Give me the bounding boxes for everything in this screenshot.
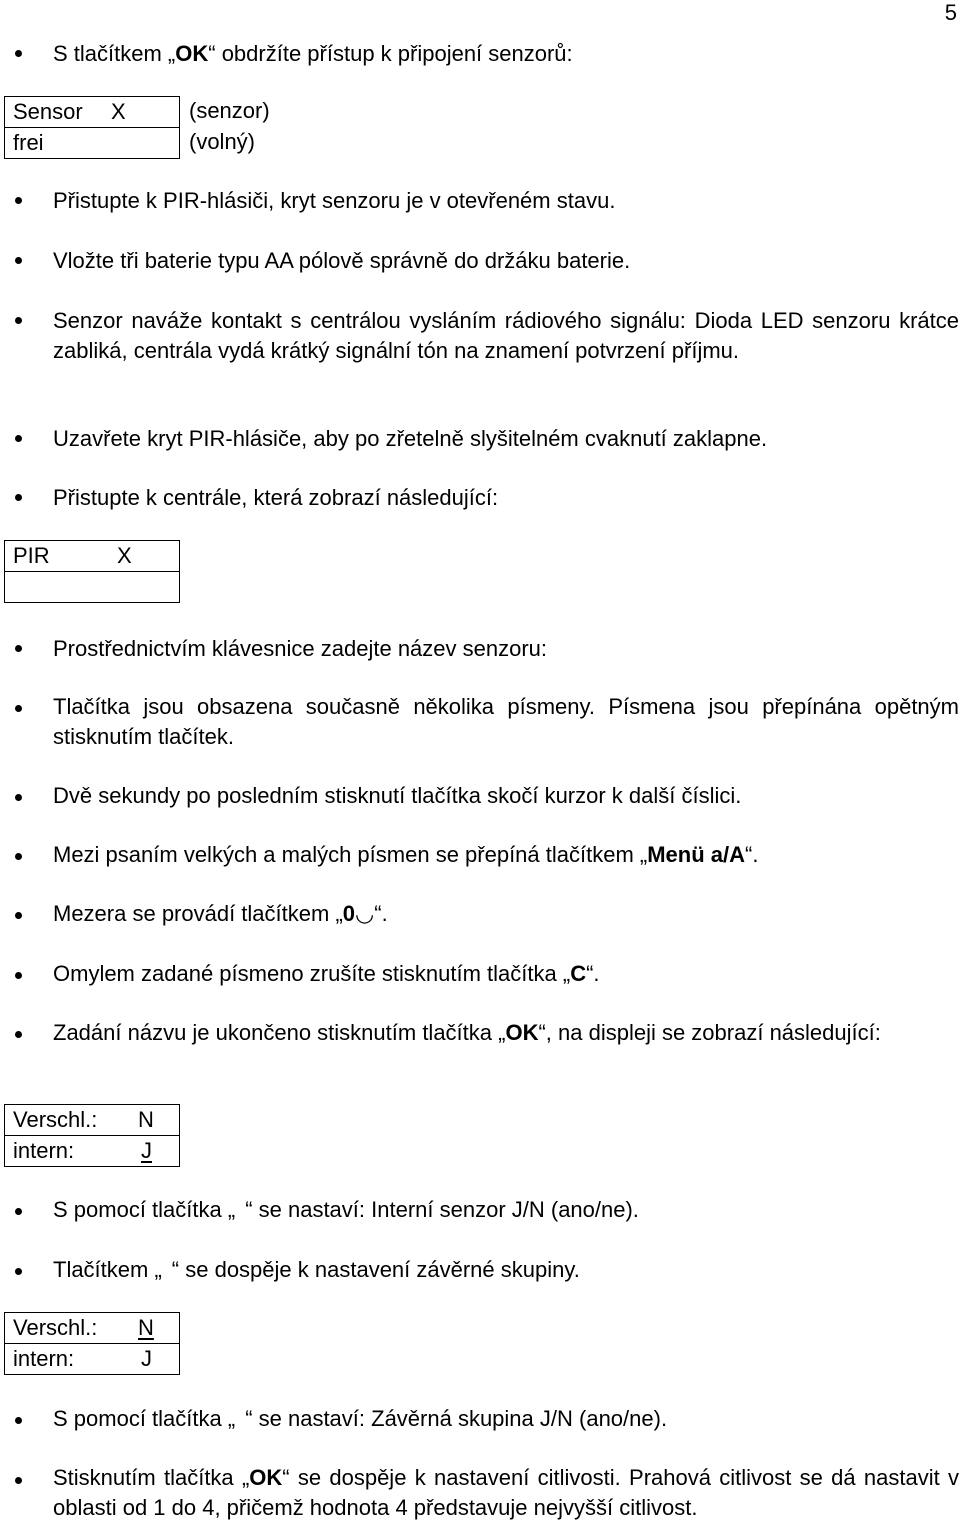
- display-row: [5, 541, 179, 571]
- instruction-enter-name: Prostřednictvím klávesnice zadejte název senzoru:: [53, 636, 548, 661]
- instruction-insert-batteries: Vložte tři baterie typu AA pólově správně do držáku baterie.: [53, 248, 631, 273]
- bullet-icon: [15, 197, 22, 204]
- instruction-cursor-advance: Dvě sekundy po posledním stisknutí tlačítka skočí kurzor k další číslici.: [53, 783, 742, 808]
- bullet-icon: [15, 794, 22, 801]
- bullet-icon: [15, 257, 22, 264]
- display-row: [5, 97, 179, 127]
- instruction-contact-signal: Senzor naváže kontakt s centrálou vysláním rádiového signálu: Dioda LED senzoru krátce zabliká, centrála vydá krátký signální tón na znamení potvrzení příjmu.: [53, 308, 959, 363]
- instruction-lock-group-set: S pomocí tlačítka „ “ se nastaví: Závěrná skupina J/N (ano/ne).: [53, 1406, 668, 1431]
- display-row: [5, 127, 179, 158]
- bullet-icon: [15, 853, 22, 860]
- bullet-icon: [15, 645, 22, 652]
- display-label: intern:: [13, 1138, 75, 1163]
- display-row: [5, 1105, 179, 1135]
- bullet-icon: [15, 1268, 22, 1275]
- instruction-lock-group: Tlačítkem „ “ se dospěje k nastavení závěrné skupiny.: [53, 1257, 580, 1282]
- display-label: Verschl.:: [13, 1315, 98, 1340]
- instruction-close-cover: Uzavřete kryt PIR-hlásiče, aby po zřetelně slyšitelném cvaknutí zaklapne.: [53, 426, 768, 451]
- bullet-icon: [15, 1477, 22, 1484]
- display-row: [5, 1343, 179, 1374]
- bullet-icon: [15, 1417, 22, 1424]
- display-lock-internal-box: [4, 1104, 180, 1167]
- display-label: PIR: [13, 543, 50, 568]
- bullet-icon: [15, 972, 22, 979]
- bullet-icon: [15, 494, 22, 501]
- instruction-go-to-central: Přistupte k centrále, která zobrazí následující:: [53, 485, 499, 510]
- instruction-keys-letters: Tlačítka jsou obsazena současně několika písmeny. Písmena jsou přepínána opětným stisknutím tlačítek.: [53, 694, 959, 749]
- instruction-space: Mezera se provádí tlačítkem „0◡“.: [53, 901, 388, 926]
- instruction-finish-name: Zadání názvu je ukončeno stisknutím tlačítka „OK“, na displeji se zobrazí následující:: [53, 1020, 881, 1045]
- bullet-icon: [15, 705, 22, 712]
- instruction-ok-access: S tlačítkem „OK“ obdržíte přístup k připojení senzorů:: [53, 41, 573, 66]
- display-row: [5, 1135, 179, 1166]
- display-value: N: [138, 1107, 154, 1132]
- display-value: X: [111, 99, 126, 124]
- instruction-case-switch: Mezi psaním velkých a malých písmen se přepíná tlačítkem „Menü a/A“.: [53, 842, 759, 867]
- display-label: Verschl.:: [13, 1107, 98, 1132]
- display-label: frei: [13, 130, 44, 155]
- display-value-selected: N: [138, 1315, 154, 1340]
- display-value-selected: J: [141, 1138, 152, 1163]
- instruction-sensitivity: Stisknutím tlačítka „OK“ se dospěje k nastavení citlivosti. Prahová citlivost se dá nastavit v oblasti od 1 do 4, přičemž hodnota 4 představuje nejvyšší citlivost.: [53, 1465, 959, 1520]
- display-row-empty: [5, 571, 179, 602]
- translation-sensor: (senzor): [189, 98, 270, 123]
- display-lock-group-box: [4, 1312, 180, 1375]
- display-sensor-box: [4, 96, 180, 159]
- bullet-icon: [15, 1208, 22, 1215]
- bullet-icon: [15, 50, 22, 57]
- translation-free: (volný): [189, 129, 256, 154]
- instruction-open-cover: Přistupte k PIR-hlásiči, kryt senzoru je v otevřeném stavu.: [53, 188, 616, 213]
- display-label: intern:: [13, 1346, 75, 1371]
- bullet-icon: [15, 1031, 22, 1038]
- display-row: [5, 1313, 179, 1343]
- display-pir-box: [4, 540, 180, 603]
- display-value: X: [117, 543, 132, 568]
- space-symbol-icon: ◡: [355, 901, 375, 926]
- instruction-internal-sensor: S pomocí tlačítka „ “ se nastaví: Interní senzor J/N (ano/ne).: [53, 1197, 639, 1222]
- bullet-icon: [15, 435, 22, 442]
- instruction-delete-letter: Omylem zadané písmeno zrušíte stisknutím tlačítka „C“.: [53, 961, 600, 986]
- page-number: 5: [944, 0, 957, 25]
- bullet-icon: [15, 912, 22, 919]
- display-label: Sensor: [13, 99, 83, 124]
- display-value: J: [141, 1346, 152, 1371]
- bullet-icon: [15, 317, 22, 324]
